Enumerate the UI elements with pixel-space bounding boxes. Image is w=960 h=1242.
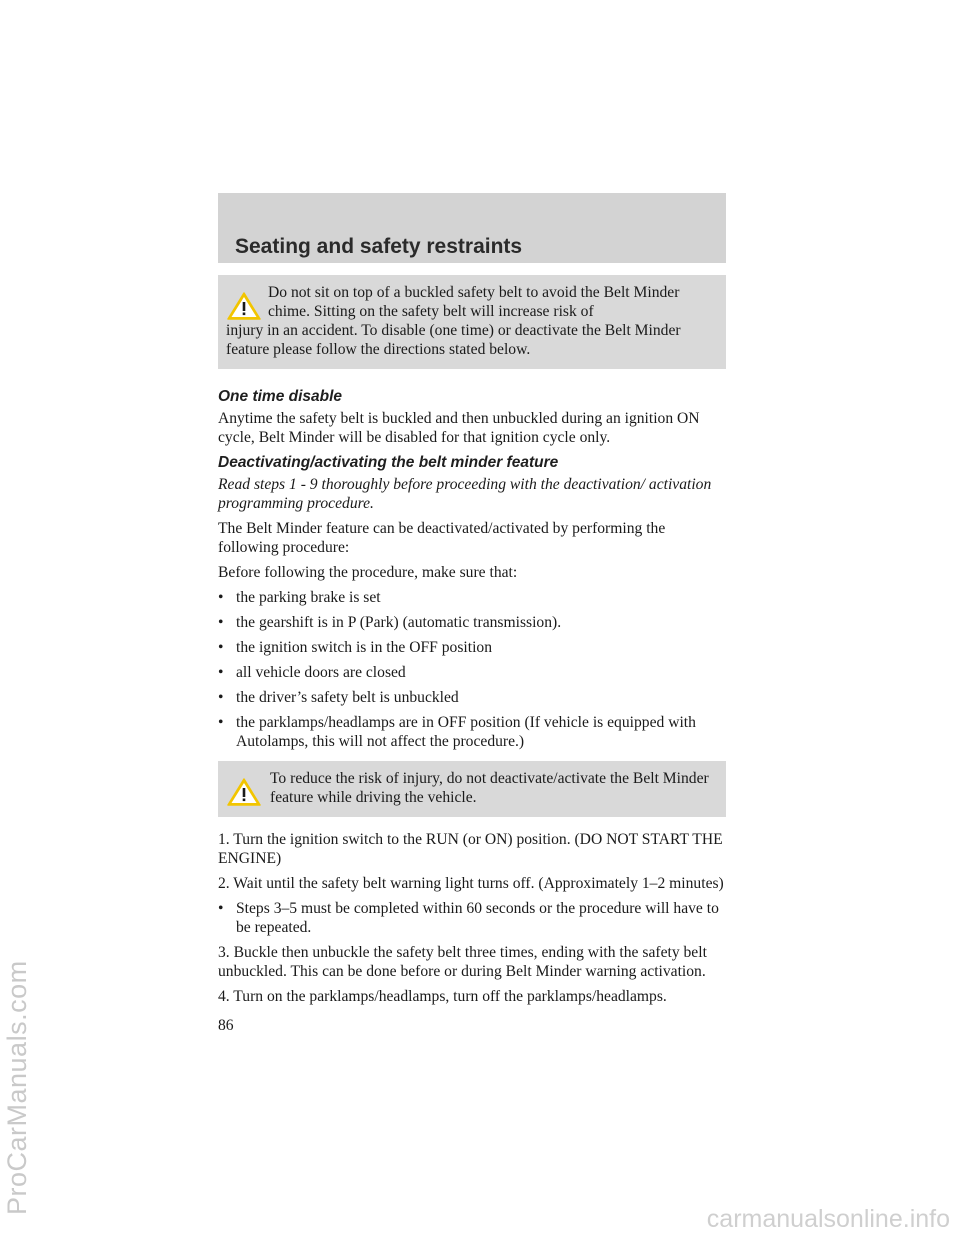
page-content xyxy=(218,275,726,1012)
warning-text-1: Do not sit on top of a buckled safety belt to avoid the Belt Minder chime. Sitting on the safety belt will increase risk of xyxy=(268,284,680,320)
step-1: 1. Turn the ignition switch to the RUN (or ON) position. (DO NOT START THE ENGINE) xyxy=(218,831,723,867)
list-item: • the driver’s safety belt is unbuckled xyxy=(218,689,459,706)
bullet: • xyxy=(218,689,224,706)
step-4: 4. Turn on the parklamps/headlamps, turn off the parklamps/headlamps. xyxy=(218,988,667,1005)
heading-one-time-disable: One time disable xyxy=(218,388,343,405)
warning-triangle-icon xyxy=(226,291,262,321)
before-procedure-text: Before following the procedure, make sure that: xyxy=(218,564,518,581)
precondition-list xyxy=(218,588,726,751)
warning-triangle-icon xyxy=(226,777,262,807)
list-item: • the parking brake is set xyxy=(218,589,381,606)
read-steps-note: Read steps 1 - 9 thoroughly before proceeding with the deactivation/ activation programming procedure. xyxy=(218,476,712,512)
one-time-disable-text: Anytime the safety belt is buckled and then unbuckled during an ignition ON cycle, Belt Minder will be disabled for that ignition cycle only. xyxy=(218,410,700,446)
bullet: • xyxy=(218,614,224,631)
bullet: • xyxy=(218,664,224,681)
bullet: • xyxy=(218,639,224,656)
warning-box-driving xyxy=(218,761,726,817)
watermark: ProCarManuals.com xyxy=(2,960,32,1215)
footer-site-link[interactable]: carmanualsonline.info xyxy=(706,1205,950,1233)
list-item: • the parklamps/headlamps are in OFF position (If vehicle is equipped with Autolamps, this will not affect the procedure.) xyxy=(218,714,696,750)
procedure-intro: The Belt Minder feature can be deactivated/activated by performing the following procedure: xyxy=(218,520,666,556)
page-number: 86 xyxy=(218,1017,234,1034)
section-header-band xyxy=(218,193,726,263)
step-2: 2. Wait until the safety belt warning light turns off. (Approximately 1–2 minutes) xyxy=(218,875,724,892)
section-title: Seating and safety restraints xyxy=(235,235,523,258)
step-3: 3. Buckle then unbuckle the safety belt three times, ending with the safety belt unbuckled. This can be done before or during Belt Minder warning activation. xyxy=(218,944,707,980)
warning-box-belt-minder xyxy=(218,275,726,369)
step-2-note xyxy=(218,899,726,937)
bullet: • xyxy=(218,714,224,731)
warning-text-driving: To reduce the risk of injury, do not deactivate/activate the Belt Minder feature while driving the vehicle. xyxy=(270,770,709,806)
list-item: • all vehicle doors are closed xyxy=(218,664,406,681)
bullet: • xyxy=(218,900,224,917)
list-item: • the ignition switch is in the OFF position xyxy=(218,639,493,656)
warning-text-2: injury in an accident. To disable (one time) or deactivate the Belt Minder feature please follow the directions stated below. xyxy=(226,322,681,358)
list-item: • Steps 3–5 must be completed within 60 seconds or the procedure will have to be repeated. xyxy=(218,900,719,936)
bullet: • xyxy=(218,589,224,606)
list-item: • the gearshift is in P (Park) (automatic transmission). xyxy=(218,614,562,631)
heading-deactivating: Deactivating/activating the belt minder feature xyxy=(218,454,559,471)
